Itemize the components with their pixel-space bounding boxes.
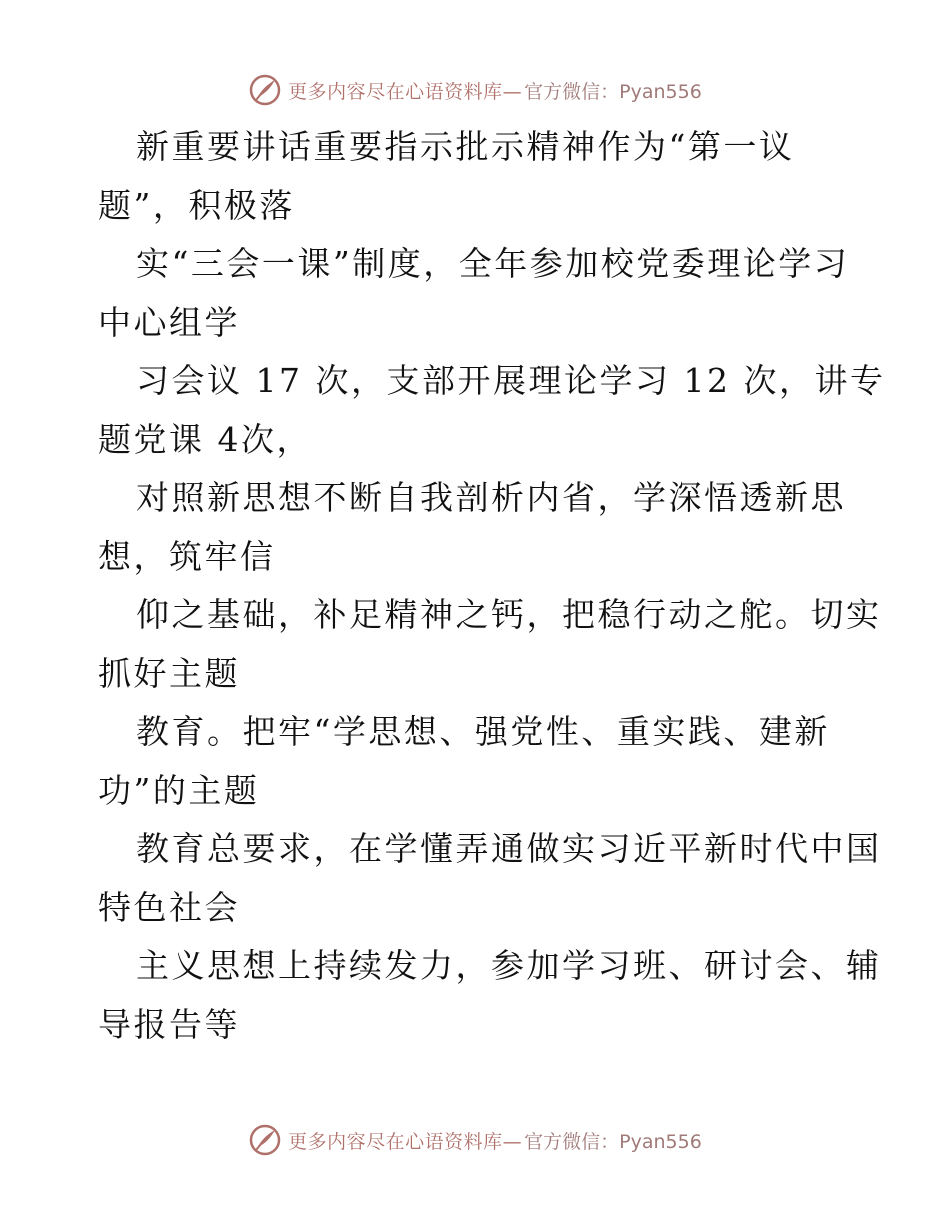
text-line: 题”，积极落 [98, 185, 295, 225]
text-line: 新重要讲话重要指示批示精神作为“第一议 [136, 127, 795, 166]
text-line: 功”的主题 [98, 770, 260, 810]
text-line: 对照新思想不断自我剖析内省，学深悟透新思 [136, 478, 846, 517]
header-watermark [0, 70, 950, 110]
footer-watermark [0, 1120, 950, 1160]
text-line: 题党课 4次， [98, 419, 312, 459]
text-line: 仰之基础，补足精神之钙，把稳行动之舵。切实 [136, 595, 882, 634]
watermark-text: 更多内容尽在心语资料库— [288, 80, 523, 103]
text-line: 教育。把牢“学思想、强党性、重实践、建新 [136, 712, 830, 751]
text-line: 主义思想上持续发力，参加学习班、研讨会、辅 [136, 946, 882, 985]
text-line: 教育总要求，在学懂弄通做实习近平新时代中国 [136, 829, 882, 868]
text-line: 实“三会一课”制度，全年参加校党委理论学习 [136, 244, 850, 283]
quill-logo-icon [248, 73, 282, 107]
quill-logo-icon [248, 1123, 282, 1157]
watermark-text: 更多内容尽在心语资料库— [288, 1130, 523, 1153]
text-line: 特色社会 [98, 887, 240, 927]
watermark-wechat: 官方微信：Pyan556 [524, 1130, 702, 1153]
text-line: 想，筑牢信 [98, 536, 276, 576]
watermark-wechat: 官方微信：Pyan556 [524, 80, 702, 103]
document-body [98, 118, 886, 1054]
text-line: 抓好主题 [98, 653, 240, 693]
text-line: 中心组学 [98, 302, 240, 342]
text-line: 导报告等 [98, 1004, 240, 1044]
text-line: 习会议 17 次，支部开展理论学习 12 次，讲专 [136, 361, 886, 400]
